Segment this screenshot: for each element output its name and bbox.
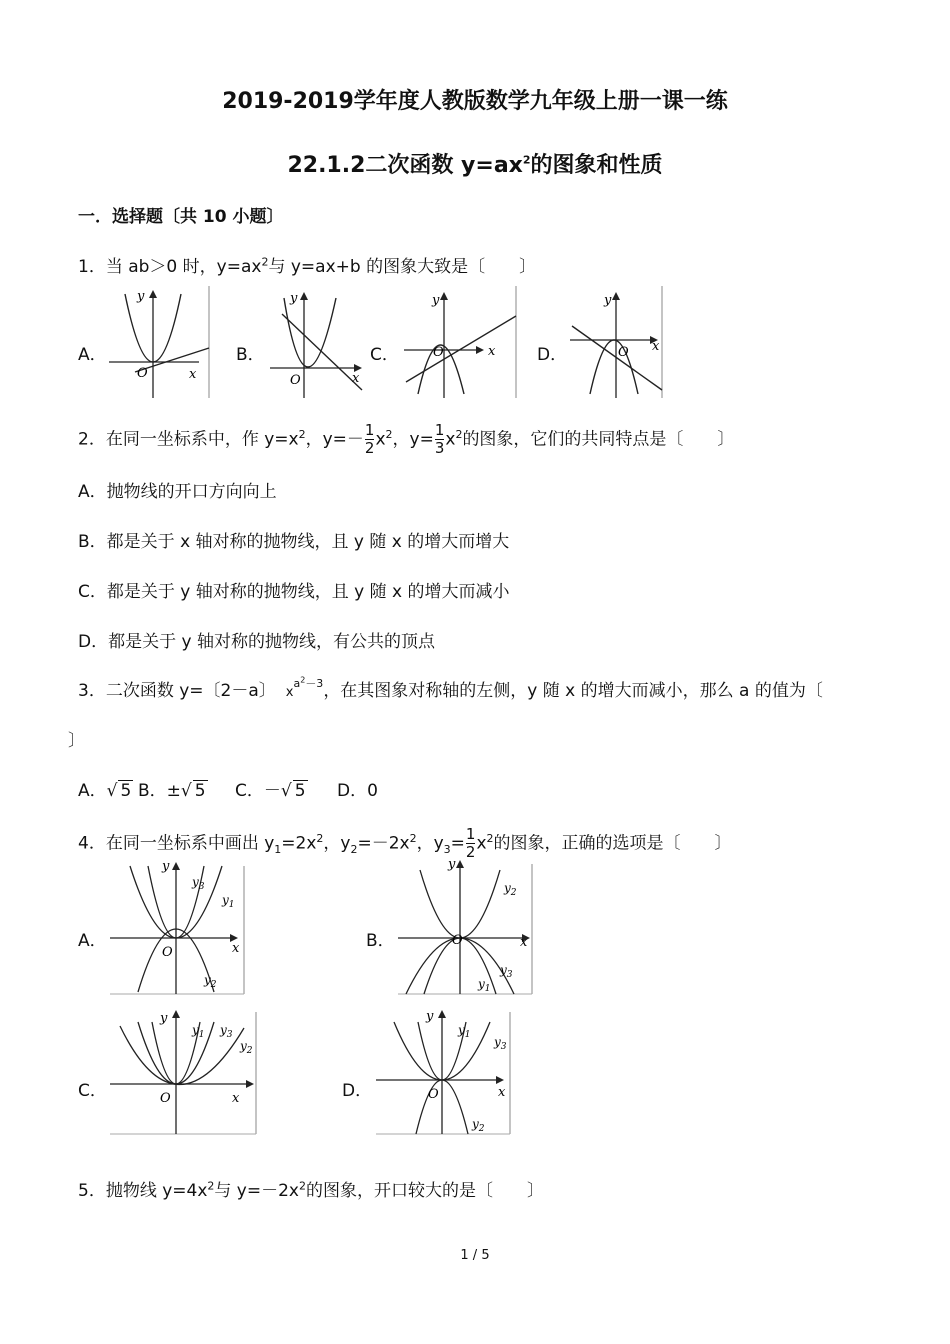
- q3-option-d[interactable]: D．0: [337, 781, 378, 801]
- q4-text-end: 的图象，正确的选项是〔 〕: [493, 833, 732, 854]
- q1-sup: 2: [261, 255, 269, 269]
- y-axis-arrow: [300, 292, 308, 300]
- origin-label: O: [290, 373, 301, 388]
- subtitle-sup: 2: [522, 153, 531, 167]
- q4-option-a[interactable]: A．: [78, 931, 107, 951]
- exp-square: 2: [300, 675, 306, 685]
- q4-text: =: [450, 833, 465, 854]
- q4-graph-a: [108, 856, 246, 996]
- q2-text: x: [375, 429, 386, 450]
- y-axis-arrow: [149, 290, 157, 298]
- q4-sup: 2: [486, 831, 494, 845]
- x-axis-arrow: [246, 1080, 254, 1088]
- y-label: y: [160, 1011, 168, 1026]
- minus-sign: －: [263, 781, 281, 801]
- q4-text: x: [476, 833, 487, 854]
- section-heading: 一．选择题〔共 10 小题〕: [78, 207, 284, 227]
- question-1: [78, 252, 536, 277]
- q5-text-end: 的图象，开口较大的是〔 〕: [306, 1181, 544, 1201]
- origin-label: O: [428, 1087, 439, 1102]
- q4-text: 4．在同一坐标系中画出 y: [78, 833, 275, 854]
- y-axis-arrow: [612, 292, 620, 300]
- q2-option-c[interactable]: C．都是关于 y 轴对称的抛物线，且 y 随 x 的增大而减小: [78, 582, 510, 602]
- label-y1: $y_1$: [192, 1023, 205, 1040]
- y-label: y: [604, 293, 612, 308]
- q4-sub: 2: [350, 842, 358, 856]
- q4-text: ，y: [416, 833, 444, 854]
- y-axis-arrow: [172, 1010, 180, 1018]
- q4-graph-d: [374, 1006, 514, 1136]
- y-label: y: [162, 859, 170, 874]
- label-y3: $y_3$: [494, 1035, 507, 1052]
- y-label: y: [426, 1009, 434, 1024]
- q1-option-b[interactable]: B．: [236, 345, 265, 365]
- label-y2: $y_2$: [504, 881, 517, 898]
- y-axis-arrow: [456, 860, 464, 868]
- option-label: A．: [78, 781, 107, 801]
- q5-sup: 2: [207, 1179, 215, 1193]
- q5-text: 与 y=－2x: [214, 1181, 299, 1201]
- fraction-denominator: 2: [364, 439, 375, 457]
- q4-option-c[interactable]: C．: [78, 1081, 107, 1101]
- x-label: x: [652, 339, 660, 354]
- power-base: x: [285, 685, 294, 700]
- q4-text: =2x: [281, 833, 317, 854]
- subtitle-text-end: 的图象和性质: [530, 153, 663, 178]
- q4-sup: 2: [316, 831, 324, 845]
- origin-label: O: [162, 945, 173, 960]
- x-label: x: [189, 367, 197, 382]
- parabola: [284, 298, 336, 367]
- label-y2: $y_2$: [472, 1117, 485, 1134]
- q5-sup: 2: [299, 1179, 306, 1193]
- q3-power: [285, 675, 324, 700]
- line-graph: [406, 316, 516, 382]
- fraction-denominator: 3: [434, 439, 445, 457]
- q2-text: ，y=: [392, 429, 434, 450]
- option-label: C．: [235, 781, 264, 801]
- document-subtitle: [0, 148, 950, 179]
- fraction-numerator: 1: [434, 421, 445, 439]
- question-3: [78, 676, 823, 701]
- q1-graph-a: [105, 286, 211, 398]
- q1-text: 1．当 ab＞0 时，y=ax: [78, 257, 262, 277]
- label-y3: $y_3$: [220, 1023, 233, 1040]
- q2-text: ，y=－: [305, 429, 364, 450]
- fraction-denominator: 2: [465, 843, 476, 861]
- label-y3: $y_3$: [192, 875, 205, 892]
- sqrt-value: 5: [194, 781, 206, 801]
- x-label: x: [352, 371, 360, 386]
- y-label: y: [290, 291, 298, 306]
- q2-option-a[interactable]: A．抛物线的开口方向向上: [78, 482, 277, 502]
- document-title: 2019-2019学年度人教版数学九年级上册一课一练: [222, 89, 728, 114]
- q3-option-c[interactable]: C．－√ 5: [235, 781, 306, 801]
- question-2: [78, 422, 734, 457]
- label-y1: $y_1$: [478, 977, 491, 994]
- y-label: y: [137, 289, 145, 304]
- subtitle-text: 22.1.2二次函数 y=ax: [287, 153, 523, 178]
- y-label: y: [448, 857, 456, 872]
- exp-minus3: －3: [305, 676, 324, 690]
- y-label: y: [432, 293, 440, 308]
- q2-text: x: [445, 429, 456, 450]
- exp-a: a: [293, 676, 301, 690]
- q2-sup: 2: [385, 427, 393, 441]
- page-number: 1 / 5: [460, 1248, 490, 1263]
- fraction-third: [435, 422, 445, 457]
- q4-sub: 1: [274, 842, 282, 856]
- q1-option-a[interactable]: A．: [78, 345, 107, 365]
- label-y1: $y_1$: [222, 893, 235, 910]
- q2-sup: 2: [298, 427, 306, 441]
- fraction-half: [365, 422, 375, 457]
- q2-text-end: 的图象，它们的共同特点是〔 〕: [462, 429, 735, 450]
- x-label: x: [232, 941, 240, 956]
- label-y2: $y_2$: [240, 1039, 253, 1056]
- question-5: [78, 1176, 544, 1201]
- q3-text: 3．二次函数 y=〔2－a〕: [78, 681, 276, 701]
- label-y2: $y_2$: [204, 973, 217, 990]
- q2-option-d[interactable]: D．都是关于 y 轴对称的抛物线，有公共的顶点: [78, 632, 435, 652]
- q1-option-c[interactable]: C．: [370, 345, 399, 365]
- sqrt-value: 5: [294, 781, 306, 801]
- origin-label: O: [452, 933, 463, 948]
- q4-text: =－2x: [357, 833, 410, 854]
- x-label: x: [232, 1091, 240, 1106]
- q1-graph-b: [266, 286, 370, 398]
- x-label: x: [488, 344, 496, 359]
- q4-sub: 3: [443, 842, 451, 856]
- q3-text-end: ，在其图象对称轴的左侧，y 随 x 的增大而减小，那么 a 的值为〔: [323, 681, 823, 701]
- q5-text: 5．抛物线 y=4x: [78, 1181, 208, 1201]
- q2-sup: 2: [455, 427, 463, 441]
- q4-graph-b: [396, 856, 534, 996]
- x-label: x: [498, 1085, 506, 1100]
- q4-text: ，y: [323, 833, 351, 854]
- fraction-numerator: 1: [364, 421, 375, 439]
- origin-label: O: [160, 1091, 171, 1106]
- q2-option-b[interactable]: B．都是关于 x 轴对称的抛物线，且 y 随 x 的增大而增大: [78, 532, 510, 552]
- x-axis-arrow: [496, 1076, 504, 1084]
- q1-graph-c: [400, 286, 518, 398]
- y-axis-arrow: [172, 862, 180, 870]
- x-label: x: [520, 935, 528, 950]
- q4-sup: 2: [409, 831, 417, 845]
- q3-option-a[interactable]: A．√ 5: [78, 781, 132, 801]
- option-label: B．±: [138, 781, 181, 801]
- q4-option-d[interactable]: D．: [342, 1081, 373, 1101]
- q3-close-bracket: 〕: [68, 731, 85, 751]
- origin-label: O: [433, 345, 444, 360]
- x-axis-arrow: [476, 346, 484, 354]
- y-axis-arrow: [438, 1010, 446, 1018]
- q1-option-d[interactable]: D．: [537, 345, 568, 365]
- q1-graph-d: [566, 286, 664, 398]
- power-exponent: [293, 677, 323, 690]
- label-y3: $y_3$: [500, 963, 513, 980]
- origin-label: O: [137, 366, 148, 381]
- sqrt-value: 5: [120, 781, 132, 801]
- q4-graph-c: [108, 1006, 260, 1136]
- y-axis-arrow: [440, 292, 448, 300]
- q4-option-b[interactable]: B．: [366, 931, 395, 951]
- q1-text-end: 与 y=ax+b 的图象大致是〔 〕: [268, 257, 537, 277]
- line-graph: [572, 326, 662, 390]
- origin-label: O: [618, 345, 629, 360]
- q2-text: 2．在同一坐标系中，作 y=x: [78, 429, 299, 450]
- fraction-numerator: 1: [465, 825, 476, 843]
- label-y1: $y_1$: [458, 1023, 471, 1040]
- q3-option-b[interactable]: B．±√ 5: [138, 781, 206, 801]
